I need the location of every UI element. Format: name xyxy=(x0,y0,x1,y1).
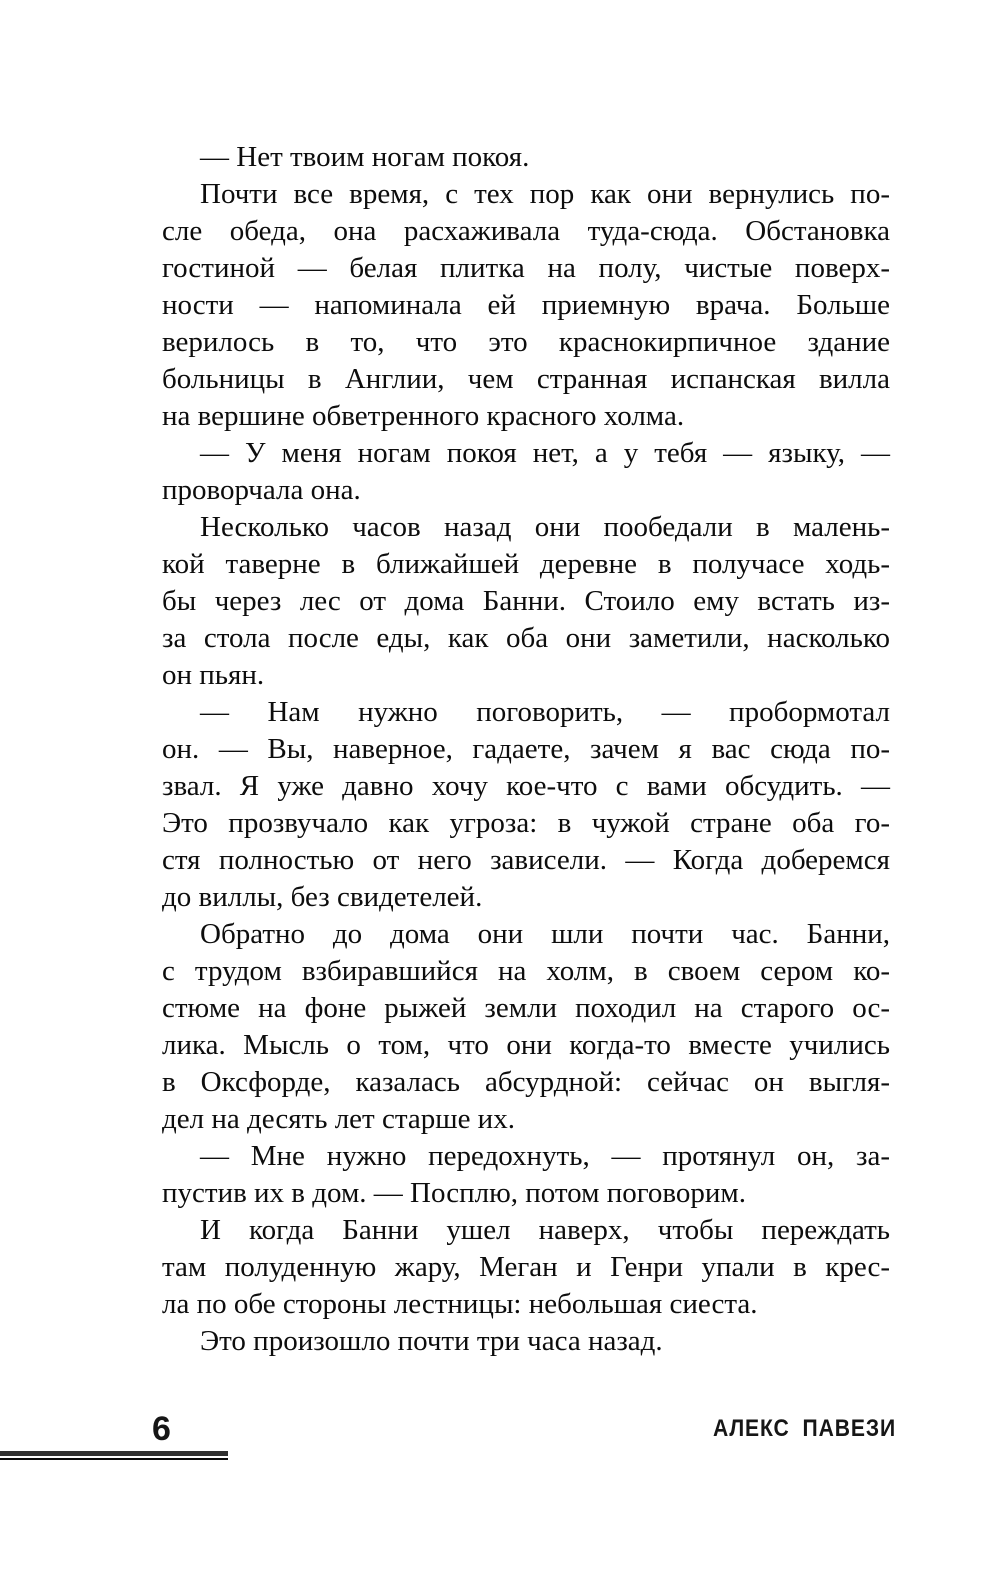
text-line: гостиной — белая плитка на полу, чистые поверх- xyxy=(162,252,890,284)
text-line: в Оксфорде, казалась абсурдной: сейчас он выгля- xyxy=(162,1066,890,1098)
text-line: Это прозвучало как угроза: в чужой стране оба го- xyxy=(162,807,890,839)
text-line: сле обеда, она расхаживала туда-сюда. Обстановка xyxy=(162,215,890,247)
running-footer-author: АЛЕКС ПАВЕЗИ xyxy=(712,1415,896,1442)
paragraph xyxy=(162,694,890,916)
body-text xyxy=(162,139,890,1360)
text-line: лика. Мысль о том, что они когда-то вместе учились xyxy=(162,1029,890,1061)
text-line: стя полностью от него зависели. — Когда доберемся xyxy=(162,844,890,876)
text-line: — У меня ногам покоя нет, а у тебя — языку, — xyxy=(200,437,890,469)
paragraph xyxy=(162,1138,890,1212)
text-line: он. — Вы, наверное, гадаете, зачем я вас сюда по- xyxy=(162,733,890,765)
paragraph xyxy=(162,509,890,694)
text-line: стюме на фоне рыжей земли походил на старого ос- xyxy=(162,992,890,1024)
paragraph xyxy=(162,1212,890,1323)
footer-double-rule xyxy=(0,1451,228,1460)
paragraph xyxy=(162,176,890,435)
paragraph xyxy=(162,435,890,509)
text-line: бы через лес от дома Банни. Стоило ему встать из- xyxy=(162,585,890,617)
text-line: Обратно до дома они шли почти час. Банни, xyxy=(200,918,890,950)
paragraph xyxy=(162,1323,890,1360)
text-line: — Мне нужно передохнуть, — протянул он, за- xyxy=(200,1140,890,1172)
text-line: за стола после еды, как оба они заметили, насколько xyxy=(162,622,890,654)
text-line: — Нам нужно поговорить, — пробормотал xyxy=(200,696,890,728)
text-line: И когда Банни ушел наверх, чтобы переждать xyxy=(200,1214,890,1246)
paragraph xyxy=(162,139,890,176)
text-line: больницы в Англии, чем странная испанская вилла xyxy=(162,363,890,395)
text-line: он пьян. xyxy=(162,659,265,691)
text-line: там полуденную жару, Меган и Генри упали в крес- xyxy=(162,1251,890,1283)
text-line: звал. Я уже давно хочу кое-что с вами обсудить. — xyxy=(162,770,890,802)
text-line: на вершине обветренного красного холма. xyxy=(162,400,685,432)
text-line: Несколько часов назад они пообедали в малень- xyxy=(200,511,890,543)
text-line: Это произошло почти три часа назад. xyxy=(200,1325,663,1357)
text-line: ности — напоминала ей приемную врача. Больше xyxy=(162,289,890,321)
text-line: дел на десять лет старше их. xyxy=(162,1103,515,1135)
paragraph xyxy=(162,916,890,1138)
text-line: проворчала она. xyxy=(162,474,361,506)
text-line: пустив их в дом. — Посплю, потом поговорим. xyxy=(162,1177,747,1209)
text-line: с трудом взбиравшийся на холм, в своем сером ко- xyxy=(162,955,890,987)
text-line: Почти все время, с тех пор как они вернулись по- xyxy=(200,178,890,210)
text-line: ла по обе стороны лестницы: небольшая сиеста. xyxy=(162,1288,758,1320)
text-line: до виллы, без свидетелей. xyxy=(162,881,483,913)
text-line: верилось в то, что это краснокирпичное здание xyxy=(162,326,890,358)
text-line: — Нет твоим ногам покоя. xyxy=(200,141,530,173)
page-number: 6 xyxy=(152,1410,171,1448)
text-line: кой таверне в ближайшей деревне в получасе ходь- xyxy=(162,548,890,580)
